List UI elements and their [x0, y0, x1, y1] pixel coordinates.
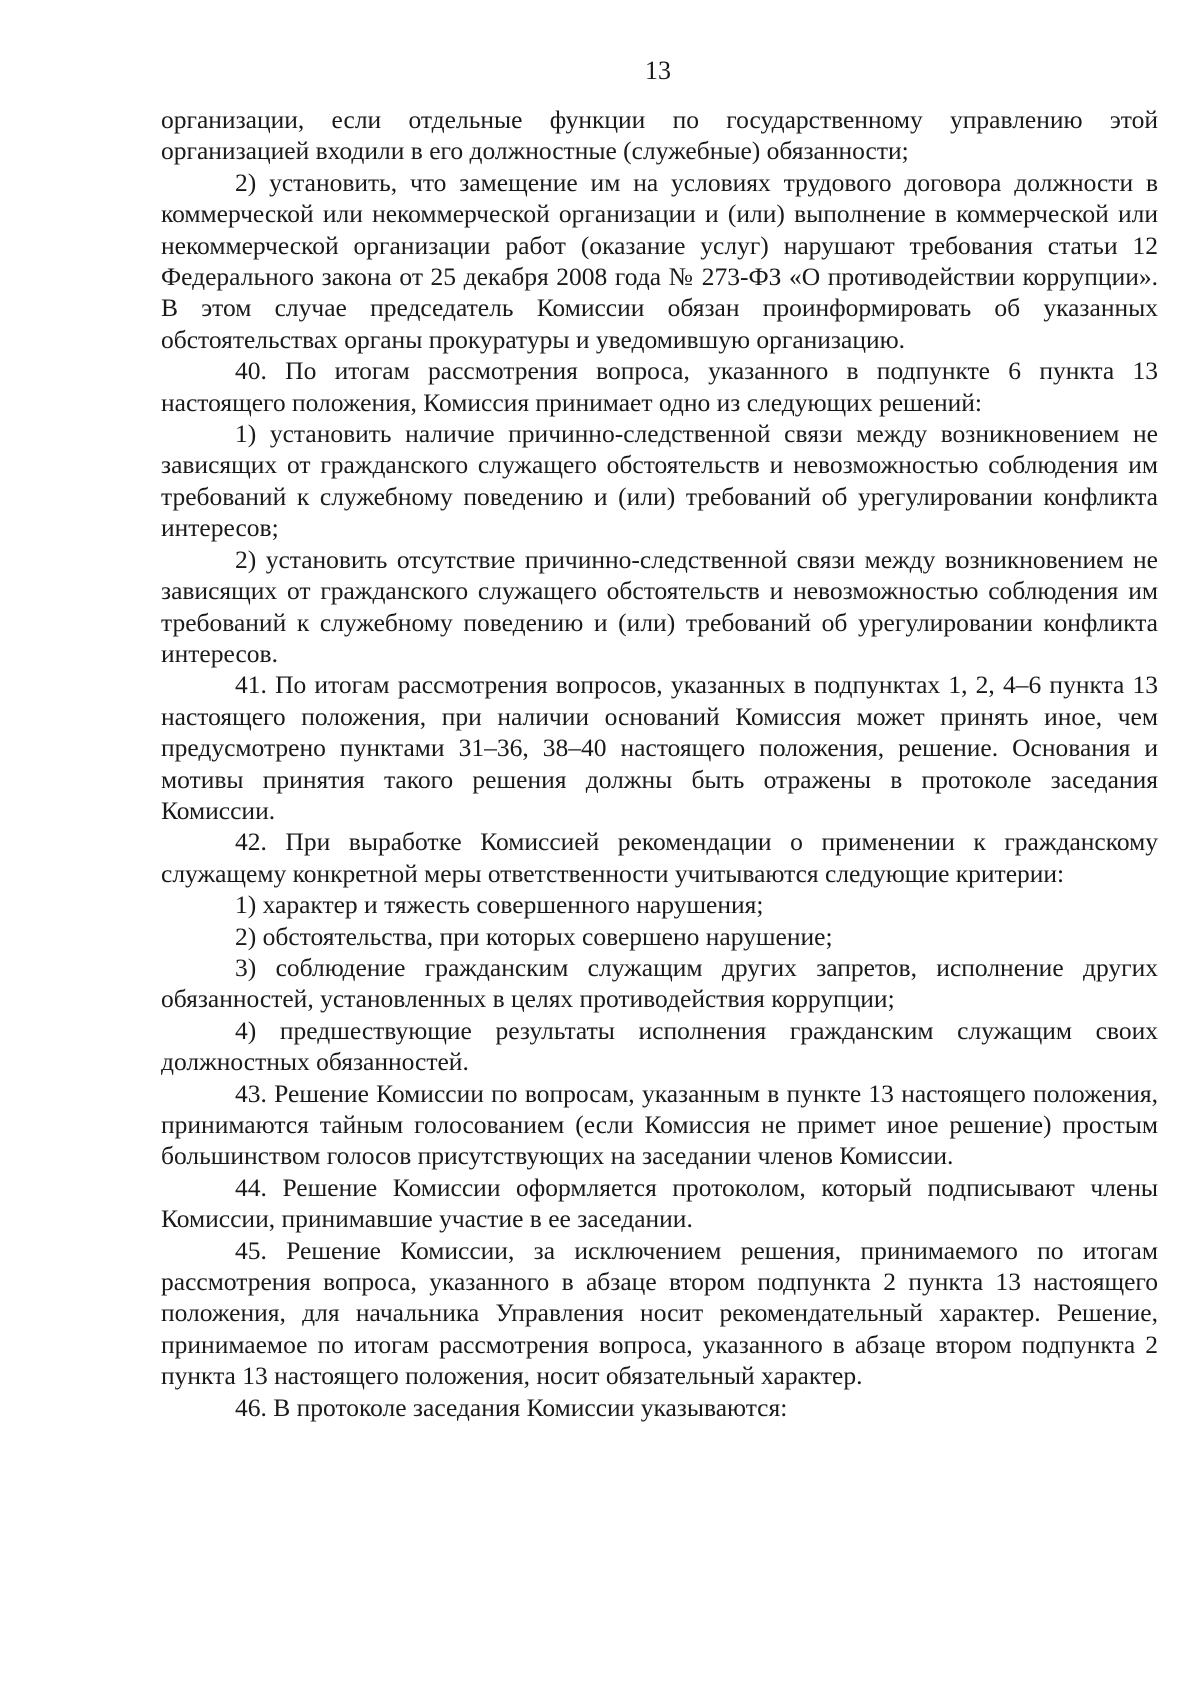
paragraph-41: 41. По итогам рассмотрения вопросов, указанных в подпунктах 1, 2, 4–6 пункта 13 настоящего положения, при наличии оснований Комиссия может принять иное, чем предусмотрено пунктами 31–36, 38–40 настоящего положения, решение. Основания и мотивы принятия такого решения должны быть отражены в протоколе заседания Комиссии. — [161, 670, 1158, 825]
paragraph-continuation: организации, если отдельные функции по государственному управлению этой организацией входили в его должностные (служебные) обязанности; — [161, 105, 1158, 166]
list-item-42-3: 3) соблюдение гражданским служащим других запретов, исполнение других обязанностей, установленных в целях противодействия коррупции; — [161, 952, 1158, 1014]
paragraph-46: 46. В протоколе заседания Комиссии указываются: — [235, 1392, 788, 1422]
document-body — [161, 104, 1158, 1423]
list-item-40-1: 1) установить наличие причинно-следственной связи между возникновением не зависящих от гражданского служащего обстоятельств и невозможностью соблюдения им требований к служебному поведению и (или) требований об урегулировании конфликта интересов; — [161, 419, 1158, 543]
paragraph-44: 44. Решение Комиссии оформляется протоколом, который подписывают члены Комиссии, принимавшие участие в ее заседании. — [161, 1172, 1158, 1234]
list-item-42-1: 1) характер и тяжесть совершенного нарушения; — [235, 890, 764, 920]
paragraph-45: 45. Решение Комиссии, за исключением решения, принимаемого по итогам рассмотрения вопроса, указанного в абзаце втором подпункта 2 пункта 13 настоящего положения, для начальника Управления носит рекомендательный характер. Решение, принимаемое по итогам рассмотрения вопроса, указанного в абзаце втором подпункта 2 пункта 13 настоящего положения, носит обязательный характер. — [161, 1235, 1158, 1391]
paragraph-42: 42. При выработке Комиссией рекомендации о применении к гражданскому служащему конкретной меры ответственности учитываются следующие критерии: — [161, 827, 1158, 888]
list-item-42-4: 4) предшествующие результаты исполнения гражданским служащим своих должностных обязанностей. — [161, 1015, 1158, 1077]
list-item-40-2: 2) установить отсутствие причинно-следственной связи между возникновением не зависящих от гражданского служащего обстоятельств и невозможностью соблюдения им требований к служебному поведению и (или) требований об урегулировании конфликта интересов. — [161, 544, 1158, 668]
list-item-39-2: 2) установить, что замещение им на условиях трудового договора должности в коммерческой или некоммерческой организации и (или) выполнение в коммерческой или некоммерческой организации работ (оказание услуг) нарушают требования статьи 12 Федерального закона от 25 декабря 2008 года № 273-ФЗ «О противодействии коррупции». В этом случае председатель Комиссии обязан проинформировать об указанных обстоятельствах органы прокуратуры и уведомившую организацию. — [161, 167, 1158, 354]
paragraph-43: 43. Решение Комиссии по вопросам, указанным в пункте 13 настоящего положения, принимаются тайным голосованием (если Комиссия не примет иное решение) простым большинством голосов присутствующих на заседании членов Комиссии. — [161, 1078, 1158, 1171]
page-number: 13 — [645, 56, 671, 85]
paragraph-40: 40. По итогам рассмотрения вопроса, указанного в подпункте 6 пункта 13 настоящего положения, Комиссия принимает одно из следующих решений: — [161, 356, 1158, 417]
list-item-42-2: 2) обстоятельства, при которых совершено нарушение; — [235, 921, 833, 951]
